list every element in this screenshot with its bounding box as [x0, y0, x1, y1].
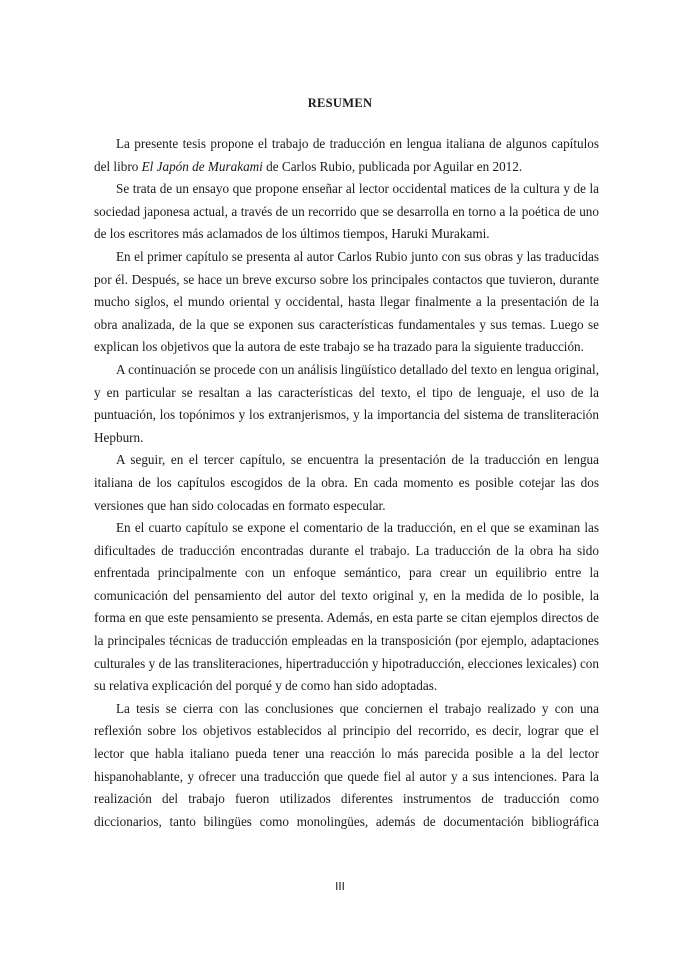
- paragraph-1-text-start: La presente tesis propone el trabajo de traducción en lengua italiana de algunos capítulos del libro: [94, 136, 599, 174]
- book-title: El Japón de Murakami: [141, 158, 263, 174]
- page-number: III: [335, 880, 345, 893]
- paragraph-7: La tesis se cierra con las conclusiones que conciernen el trabajo realizado y con una reflexión sobre los objetivos establecidos al principio del recorrido, es decir, lograr que el lector que habla italiano pueda tener una reacción lo más parecida posible a la del lector hispanohablante, y ofrecer una traducción que quede fiel al autor y a sus intenciones. Para la realización del trabajo fueron utilizados diferentes instrumentos de traducción como diccionarios, tanto bilingües como monolingües, además de documentación bibliográfica: [94, 700, 599, 829]
- paragraph-2: Se trata de un ensayo que propone enseñar al lector occidental matices de la cultura y de la sociedad japonesa actual, a través de un recorrido que se desarrolla en torno a la poética de uno de los escritores más aclamados de los últimos tiempos, Haruki Murakami.: [94, 181, 599, 242]
- paragraph-1-text-end: de Carlos Rubio, publicada por Aguilar en 2012.: [262, 158, 523, 174]
- paragraph-5: A seguir, en el tercer capítulo, se encuentra la presentación de la traducción en lengua italiana de los capítulos escogidos de la obra. En cada momento es posible cotejar las dos versiones que han sido colocadas en formato especular.: [94, 452, 599, 513]
- page-title: RESUMEN: [307, 96, 373, 110]
- document-body: [94, 133, 599, 833]
- paragraph-4: A continuación se procede con un análisis lingüístico detallado del texto en lengua original, y en particular se resaltan a las características del texto, el tipo de lenguaje, el uso de la puntuación, los topónimos y los extranjerismos, y la importancia del sistema de transliteración Hepburn.: [94, 361, 599, 445]
- paragraph-1: [94, 133, 599, 178]
- paragraph-6: En el cuarto capítulo se expone el comentario de la traducción, en el que se examinan las dificultades de traducción encontradas durante el trabajo. La traducción de la obra ha sido enfrentada principalmente con un enfoque semántico, para crear un equilibrio entre la comunicación del pensamiento del autor del texto original y, en la medida de lo posible, la forma en que este pensamiento se presenta. Además, en esta parte se citan ejemplos directos de la principales técnicas de traducción empleadas en la transposición (por ejemplo, adaptaciones culturales y de las transliteraciones, hipertraducción y hipotraducción, elecciones lexicales) con su relativa explicación del porqué y de como han sido adoptadas.: [94, 520, 599, 694]
- paragraph-3: En el primer capítulo se presenta al autor Carlos Rubio junto con sus obras y las traducidas por él. Después, se hace un breve excurso sobre los principales contactos que tuvieron, durante mucho siglos, el mundo oriental y occidental, hasta llegar finalmente a la presentación de la obra analizada, de la que se exponen sus características fundamentales y sus temas. Luego se explican los objetivos que la autora de este trabajo se ha trazado para la siguiente traducción.: [94, 248, 599, 355]
